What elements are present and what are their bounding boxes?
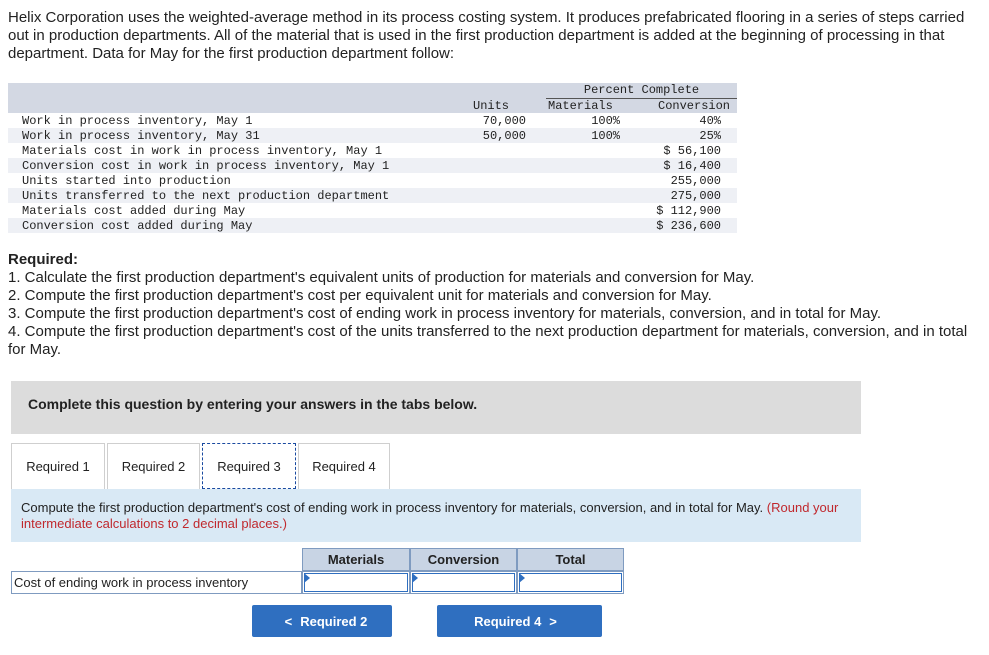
- row-value: $ 236,600: [656, 219, 721, 233]
- required-section: [8, 251, 968, 359]
- row-value: $ 112,900: [656, 204, 721, 218]
- input-flag-icon: [304, 573, 310, 583]
- required-item: 3. Compute the first production department's cost of ending work in process inventory for materials, conversion, and in total for May.: [8, 305, 882, 322]
- materials-cell: [302, 571, 410, 594]
- total-header: Total: [517, 548, 624, 571]
- input-flag-icon: [412, 573, 418, 583]
- row-label: Conversion cost added during May: [22, 219, 253, 233]
- row-label: Units started into production: [22, 174, 231, 188]
- row-label: Materials cost in work in process inventory, May 1: [22, 144, 383, 158]
- required-heading: Required:: [8, 251, 79, 268]
- problem-intro: Helix Corporation uses the weighted-average method in its process costing system. It produces prefabricated flooring in a series of steps carried out in production departments. All of the material that is used in the first production department is added at the beginning of processing in that department. Data for May for the first production department follow:: [8, 9, 965, 62]
- table-row: [8, 219, 737, 234]
- required-item: 2. Compute the first production department's cost per equivalent unit for materials and conversion for May.: [8, 287, 712, 304]
- row-value: $ 56,100: [663, 144, 721, 158]
- chevron-right-icon: >: [549, 613, 557, 629]
- answer-row-label: Cost of ending work in process inventory: [11, 571, 302, 594]
- row-label: Work in process inventory, May 31: [22, 129, 260, 143]
- tab-required-4[interactable]: Required 4: [298, 443, 390, 489]
- table-row: [8, 114, 737, 129]
- percent-complete-heading: Percent Complete: [583, 83, 700, 97]
- table-row: [8, 204, 737, 219]
- row-label: Conversion cost in work in process inventory, May 1: [22, 159, 390, 173]
- row-label: Materials cost added during May: [22, 204, 246, 218]
- next-required-button[interactable]: [437, 605, 602, 637]
- materials-input[interactable]: [304, 573, 408, 592]
- conversion-input[interactable]: [412, 573, 515, 592]
- row-conversion: 40%: [699, 114, 721, 128]
- row-value: 255,000: [670, 174, 721, 188]
- question-text: Compute the first production department's cost of ending work in process inventory for materials, conversion, and in total for May.: [21, 500, 764, 515]
- data-table: [8, 83, 737, 235]
- tab-required-1[interactable]: Required 1: [11, 443, 105, 489]
- table-row: [8, 174, 737, 189]
- row-materials: 100%: [591, 114, 620, 128]
- input-flag-icon: [519, 573, 525, 583]
- row-value: 275,000: [670, 189, 721, 203]
- tab-required-3[interactable]: Required 3: [202, 443, 296, 489]
- required-item: 4. Compute the first production department's cost of the units transferred to the next production department for materials, conversion, and in total for May.: [8, 323, 968, 358]
- prev-button-label: Required 2: [300, 613, 368, 629]
- conversion-cell: [410, 571, 517, 594]
- row-value: $ 16,400: [663, 159, 721, 173]
- next-button-label: Required 4: [474, 613, 542, 629]
- tab-required-2[interactable]: Required 2: [107, 443, 200, 489]
- units-column-header: Units: [473, 99, 510, 113]
- conversion-header: Conversion: [410, 548, 517, 571]
- row-label: Units transferred to the next production department: [22, 189, 390, 203]
- row-materials: 100%: [591, 129, 620, 143]
- prev-required-button[interactable]: [252, 605, 392, 637]
- chevron-left-icon: <: [284, 613, 293, 629]
- row-units: 50,000: [482, 129, 526, 143]
- rounding-note: (Round your intermediate calculations to 2 decimal places.): [21, 500, 839, 531]
- table-row: [8, 189, 737, 204]
- row-units: 70,000: [482, 114, 526, 128]
- materials-column-header: Materials: [548, 99, 613, 113]
- instruction-box: [11, 381, 861, 434]
- table-row: [8, 144, 737, 159]
- total-cell: [517, 571, 624, 594]
- table-row: [8, 129, 737, 144]
- table-row: [8, 159, 737, 174]
- required-item: 1. Calculate the first production department's equivalent units of production for materials and conversion for May.: [8, 269, 755, 286]
- row-conversion: 25%: [699, 129, 721, 143]
- question-content: [11, 489, 861, 542]
- total-input[interactable]: [519, 573, 622, 592]
- materials-header: Materials: [302, 548, 410, 571]
- instruction-text: Complete this question by entering your answers in the tabs below.: [28, 396, 478, 412]
- row-label: Work in process inventory, May 1: [22, 114, 253, 128]
- conversion-column-header: Conversion: [658, 99, 731, 113]
- question-text-block: [21, 500, 851, 532]
